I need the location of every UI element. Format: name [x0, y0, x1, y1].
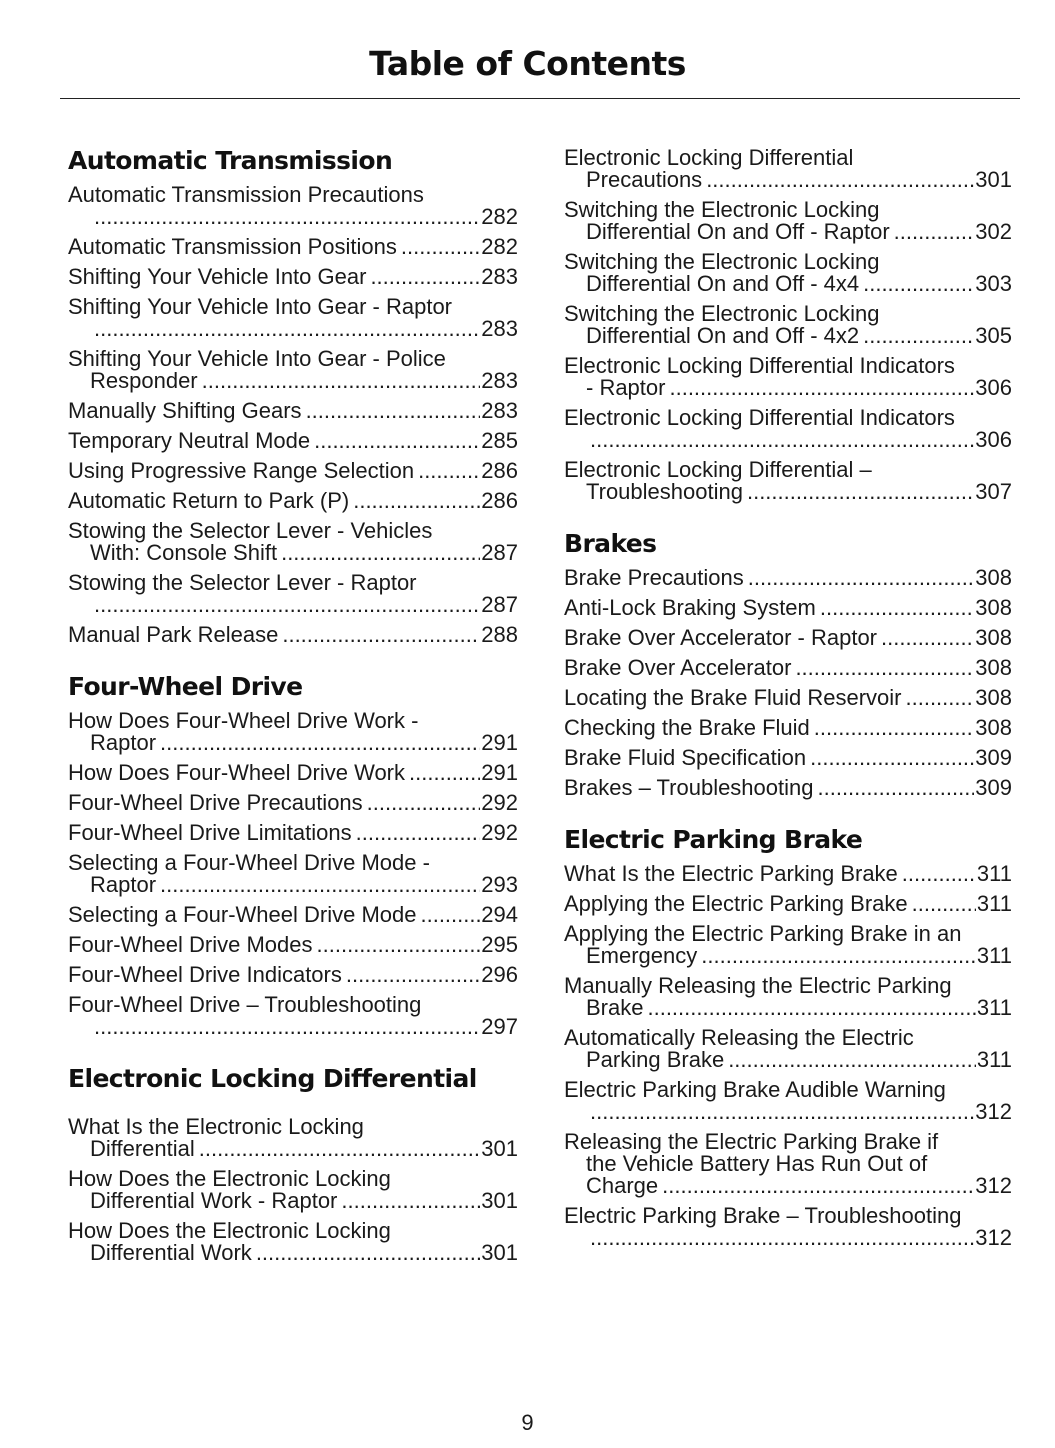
toc-section-electric-parking-brake: [564, 825, 1012, 1249]
dot-leader: [728, 1049, 976, 1071]
dot-leader: [306, 400, 481, 422]
page-number: 9: [521, 1410, 534, 1435]
toc-entry-title: - Raptor: [586, 375, 666, 400]
dot-leader: [590, 429, 974, 451]
toc-entry[interactable]: [68, 904, 518, 926]
toc-entry[interactable]: [564, 567, 1012, 589]
toc-entry-title: Brake: [586, 995, 644, 1020]
toc-entry-title-line: Electronic Locking Differential Indicators: [564, 353, 955, 378]
dot-leader: [353, 490, 480, 512]
dot-leader: [346, 964, 480, 986]
toc-entry-page-number: 305: [975, 323, 1012, 348]
toc-entry[interactable]: [564, 777, 1012, 799]
toc-entry[interactable]: [564, 597, 1012, 619]
toc-entry[interactable]: [68, 1220, 518, 1264]
toc-entry[interactable]: [564, 1205, 1012, 1249]
dot-leader: [160, 874, 480, 896]
toc-right-column: [564, 147, 1012, 1275]
toc-entry[interactable]: [68, 460, 518, 482]
toc-entry-page-number: 312: [975, 1173, 1012, 1198]
toc-entry-page-number: 311: [976, 1047, 1012, 1072]
toc-entry[interactable]: [68, 1116, 518, 1160]
dot-leader: [401, 236, 480, 258]
dot-leader: [795, 657, 974, 679]
dot-leader: [409, 762, 480, 784]
toc-entry-title: Using Progressive Range Selection: [68, 458, 415, 483]
dot-leader: [863, 325, 974, 347]
toc-entry-title: Precautions: [586, 167, 703, 192]
toc-entry-title: Parking Brake: [586, 1047, 725, 1072]
dot-leader: [341, 1190, 480, 1212]
dot-leader: [912, 893, 976, 915]
toc-left-column: [68, 146, 518, 1290]
toc-entry-page-number: 292: [481, 820, 518, 845]
toc-entry-title-line: Switching the Electronic Locking: [564, 249, 880, 274]
toc-entry[interactable]: [68, 964, 518, 986]
toc-entry-title-line: Shifting Your Vehicle Into Gear - Police: [68, 346, 446, 371]
dot-leader: [94, 206, 480, 228]
toc-section-brakes: [564, 529, 1012, 799]
toc-entry[interactable]: [564, 459, 1012, 503]
dot-leader: [662, 1175, 974, 1197]
dot-leader: [356, 822, 481, 844]
toc-entry-page-number: 301: [481, 1136, 518, 1161]
dot-leader: [820, 597, 974, 619]
toc-entry[interactable]: [564, 251, 1012, 295]
dot-leader: [281, 542, 480, 564]
dot-leader: [256, 1242, 480, 1264]
toc-entry-title: Emergency: [586, 943, 698, 968]
toc-entry-page-number: 294: [481, 902, 518, 927]
toc-entry-title: Responder: [90, 368, 198, 393]
toc-entry-page-number: 286: [481, 488, 518, 513]
dot-leader: [420, 904, 480, 926]
toc-entry-title-line: Electronic Locking Differential: [564, 145, 854, 170]
toc-entry-page-number: 301: [481, 1240, 518, 1265]
dot-leader: [747, 481, 974, 503]
toc-entry[interactable]: [564, 1027, 1012, 1071]
dot-leader: [590, 1227, 974, 1249]
dot-leader: [818, 777, 975, 799]
toc-entry[interactable]: [68, 710, 518, 754]
toc-entry[interactable]: [68, 296, 518, 340]
toc-section-automatic-transmission: [68, 146, 518, 646]
toc-entry-page-number: 303: [975, 271, 1012, 296]
dot-leader: [902, 863, 976, 885]
toc-entry[interactable]: [564, 1079, 1012, 1123]
page-title: Table of Contents: [369, 44, 686, 83]
toc-entry-page-number: 309: [975, 745, 1012, 770]
toc-entry[interactable]: [68, 762, 518, 784]
toc-entry-page-number: 308: [975, 655, 1012, 680]
dot-leader: [863, 273, 974, 295]
toc-entry-page-number: 283: [481, 316, 518, 341]
toc-entry-title: Differential: [90, 1136, 195, 1161]
toc-entry-title: Shifting Your Vehicle Into Gear: [68, 264, 367, 289]
toc-entry[interactable]: [564, 407, 1012, 451]
toc-entry-title: Applying the Electric Parking Brake: [564, 891, 908, 916]
toc-entry-title: Four-Wheel Drive Modes: [68, 932, 313, 957]
toc-entry-page-number: 301: [975, 167, 1012, 192]
toc-entry[interactable]: [68, 520, 518, 564]
toc-entry-title-line: How Does Four-Wheel Drive Work -: [68, 708, 419, 733]
toc-entry-title-line: Electric Parking Brake Audible Warning: [564, 1077, 946, 1102]
toc-entry-title: Anti-Lock Braking System: [564, 595, 816, 620]
toc-entry-title: Differential On and Off - 4x2: [586, 323, 860, 348]
toc-entry[interactable]: [564, 863, 1012, 885]
toc-entry-page-number: 295: [481, 932, 518, 957]
toc-entry[interactable]: [564, 747, 1012, 769]
dot-leader: [669, 377, 974, 399]
dot-leader: [418, 460, 480, 482]
toc-entry-title-line: Shifting Your Vehicle Into Gear - Raptor: [68, 294, 453, 319]
toc-entry-page-number: 308: [975, 625, 1012, 650]
dot-leader: [647, 997, 975, 1019]
toc-entry-title: Brakes – Troubleshooting: [564, 775, 814, 800]
toc-entry[interactable]: [68, 572, 518, 616]
toc-entry[interactable]: [68, 822, 518, 844]
toc-entry-page-number: 311: [976, 861, 1012, 886]
toc-entry-page-number: 297: [481, 1014, 518, 1039]
toc-entry-title: With: Console Shift: [90, 540, 278, 565]
toc-entry-page-number: 285: [481, 428, 518, 453]
toc-entry-page-number: 311: [976, 943, 1012, 968]
dot-leader: [317, 934, 481, 956]
toc-entry-title-line: Applying the Electric Parking Brake in an: [564, 921, 962, 946]
toc-entry-title: Four-Wheel Drive Indicators: [68, 962, 342, 987]
toc-entry-page-number: 292: [481, 790, 518, 815]
toc-entry-title-line: Stowing the Selector Lever - Raptor: [68, 570, 417, 595]
toc-entry[interactable]: [68, 1168, 518, 1212]
toc-entry-title: Brake Fluid Specification: [564, 745, 807, 770]
toc-entry-title: Four-Wheel Drive Precautions: [68, 790, 363, 815]
toc-entry[interactable]: [564, 717, 1012, 739]
toc-entry[interactable]: [564, 893, 1012, 915]
toc-entry-title-line: Switching the Electronic Locking: [564, 301, 880, 326]
dot-leader: [94, 1016, 480, 1038]
toc-entry[interactable]: [68, 490, 518, 512]
toc-entry[interactable]: [564, 657, 1012, 679]
dot-leader: [160, 732, 480, 754]
toc-entry-page-number: 283: [481, 264, 518, 289]
toc-entry-title-line: Switching the Electronic Locking: [564, 197, 880, 222]
toc-entry-title: What Is the Electric Parking Brake: [564, 861, 898, 886]
toc-entry-title: Checking the Brake Fluid: [564, 715, 810, 740]
toc-entry[interactable]: [68, 792, 518, 814]
section-heading: Brakes: [564, 529, 657, 558]
toc-entry-title-line: How Does the Electronic Locking: [68, 1166, 391, 1191]
dot-leader: [748, 567, 975, 589]
toc-entry-page-number: 291: [481, 730, 518, 755]
toc-entry-page-number: 307: [975, 479, 1012, 504]
toc-entry-title: Raptor: [90, 730, 157, 755]
toc-entry-title: Automatic Return to Park (P): [68, 488, 350, 513]
toc-entry-page-number: 312: [975, 1225, 1012, 1250]
dot-leader: [814, 717, 974, 739]
toc-entry-title-line: What Is the Electronic Locking: [68, 1114, 364, 1139]
toc-entry[interactable]: [68, 934, 518, 956]
toc-entry-title-line: Selecting a Four-Wheel Drive Mode -: [68, 850, 430, 875]
toc-entry-title-line: Manually Releasing the Electric Parking: [564, 973, 952, 998]
toc-entry-page-number: 293: [481, 872, 518, 897]
toc-entry[interactable]: [564, 923, 1012, 967]
toc-entry-page-number: 308: [975, 595, 1012, 620]
toc-entry-page-number: 308: [975, 685, 1012, 710]
toc-entry-title: Brake Over Accelerator: [564, 655, 792, 680]
toc-entry-title: How Does Four-Wheel Drive Work: [68, 760, 406, 785]
toc-entry-page-number: 309: [975, 775, 1012, 800]
toc-entry-title: Brake Precautions: [564, 565, 744, 590]
dot-leader: [202, 370, 481, 392]
section-heading: Electronic Locking Differential: [68, 1064, 477, 1093]
toc-entry-title-line: Releasing the Electric Parking Brake if: [564, 1129, 939, 1154]
toc-entry-title-line: Automatically Releasing the Electric: [564, 1025, 914, 1050]
toc-entry[interactable]: [68, 430, 518, 452]
toc-entry-title: Four-Wheel Drive Limitations: [68, 820, 352, 845]
dot-leader: [810, 747, 974, 769]
toc-entry[interactable]: [564, 355, 1012, 399]
toc-section-four-wheel-drive: [68, 672, 518, 1038]
toc-entry-title-line: Four-Wheel Drive – Troubleshooting: [68, 992, 422, 1017]
toc-entry-page-number: 302: [975, 219, 1012, 244]
dot-leader: [906, 687, 975, 709]
toc-entry[interactable]: [564, 975, 1012, 1019]
toc-entry-page-number: 308: [975, 715, 1012, 740]
toc-entry-page-number: 287: [481, 540, 518, 565]
toc-entry-title: Brake Over Accelerator - Raptor: [564, 625, 878, 650]
toc-entry-title-line: Automatic Transmission Precautions: [68, 182, 424, 207]
toc-entry-title: Manual Park Release: [68, 622, 279, 647]
section-heading: Automatic Transmission: [68, 146, 393, 175]
toc-entry[interactable]: [68, 184, 518, 228]
toc-entry[interactable]: [564, 627, 1012, 649]
toc-entry-title-line: Electronic Locking Differential Indicators: [564, 405, 955, 430]
toc-entry-title: Raptor: [90, 872, 157, 897]
toc-entry[interactable]: [68, 348, 518, 392]
toc-entry-page-number: 311: [976, 891, 1012, 916]
toc-entry[interactable]: [564, 1131, 1012, 1197]
title-divider: [60, 98, 1020, 99]
dot-leader: [701, 945, 976, 967]
toc-entry-page-number: 282: [481, 204, 518, 229]
toc-entry-page-number: 311: [976, 995, 1012, 1020]
toc-entry-title-line: Electric Parking Brake – Troubleshooting: [564, 1203, 962, 1228]
dot-leader: [94, 318, 480, 340]
toc-entry-title: Troubleshooting: [586, 479, 743, 504]
toc-entry-title-line: Stowing the Selector Lever - Vehicles: [68, 518, 433, 543]
toc-entry-page-number: 288: [481, 622, 518, 647]
toc-entry-page-number: 286: [481, 458, 518, 483]
dot-leader: [94, 594, 480, 616]
section-heading: Electric Parking Brake: [564, 825, 863, 854]
toc-entry-title: Differential Work - Raptor: [90, 1188, 338, 1213]
toc-entry-title: Selecting a Four-Wheel Drive Mode: [68, 902, 417, 927]
toc-entry-page-number: 306: [975, 427, 1012, 452]
toc-section-electronic-locking-differential: [68, 1064, 518, 1264]
toc-entry-page-number: 296: [481, 962, 518, 987]
toc-entry-title-line: Electronic Locking Differential –: [564, 457, 872, 482]
toc-entry-page-number: 306: [975, 375, 1012, 400]
toc-entry-page-number: 287: [481, 592, 518, 617]
toc-entry[interactable]: [68, 852, 518, 896]
toc-entry-page-number: 291: [481, 760, 518, 785]
dot-leader: [199, 1138, 481, 1160]
toc-entry[interactable]: [68, 400, 518, 422]
toc-entry-page-number: 283: [481, 398, 518, 423]
toc-entry-page-number: 301: [481, 1188, 518, 1213]
section-heading: Four-Wheel Drive: [68, 672, 303, 701]
dot-leader: [590, 1101, 974, 1123]
dot-leader: [706, 169, 974, 191]
toc-entry-title: Charge: [586, 1173, 659, 1198]
toc-entry[interactable]: [68, 624, 518, 646]
toc-entry-title: Differential Work: [90, 1240, 252, 1265]
toc-entry[interactable]: [68, 994, 518, 1038]
toc-section-continued: [564, 147, 1012, 503]
dot-leader: [314, 430, 480, 452]
toc-entry[interactable]: [564, 687, 1012, 709]
toc-entry-title: Differential On and Off - Raptor: [586, 219, 890, 244]
toc-entry[interactable]: [564, 199, 1012, 243]
toc-entry[interactable]: [68, 236, 518, 258]
toc-entry-page-number: 308: [975, 565, 1012, 590]
toc-entry-page-number: 282: [481, 234, 518, 259]
toc-entry-title: Differential On and Off - 4x4: [586, 271, 860, 296]
dot-leader: [367, 792, 481, 814]
toc-entry[interactable]: [564, 303, 1012, 347]
toc-entry-title: Manually Shifting Gears: [68, 398, 302, 423]
toc-entry-title-line: How Does the Electronic Locking: [68, 1218, 391, 1243]
dot-leader: [282, 624, 480, 646]
toc-entry-page-number: 312: [975, 1099, 1012, 1124]
toc-entry[interactable]: [68, 266, 518, 288]
dot-leader: [894, 221, 975, 243]
toc-entry-title: Locating the Brake Fluid Reservoir: [564, 685, 902, 710]
toc-entry-page-number: 283: [481, 368, 518, 393]
toc-entry-title: Temporary Neutral Mode: [68, 428, 311, 453]
dot-leader: [370, 266, 480, 288]
dot-leader: [881, 627, 974, 649]
toc-entry-title: Automatic Transmission Positions: [68, 234, 397, 259]
toc-entry-title-line: the Vehicle Battery Has Run Out of: [586, 1151, 928, 1176]
toc-entry[interactable]: [564, 147, 1012, 191]
